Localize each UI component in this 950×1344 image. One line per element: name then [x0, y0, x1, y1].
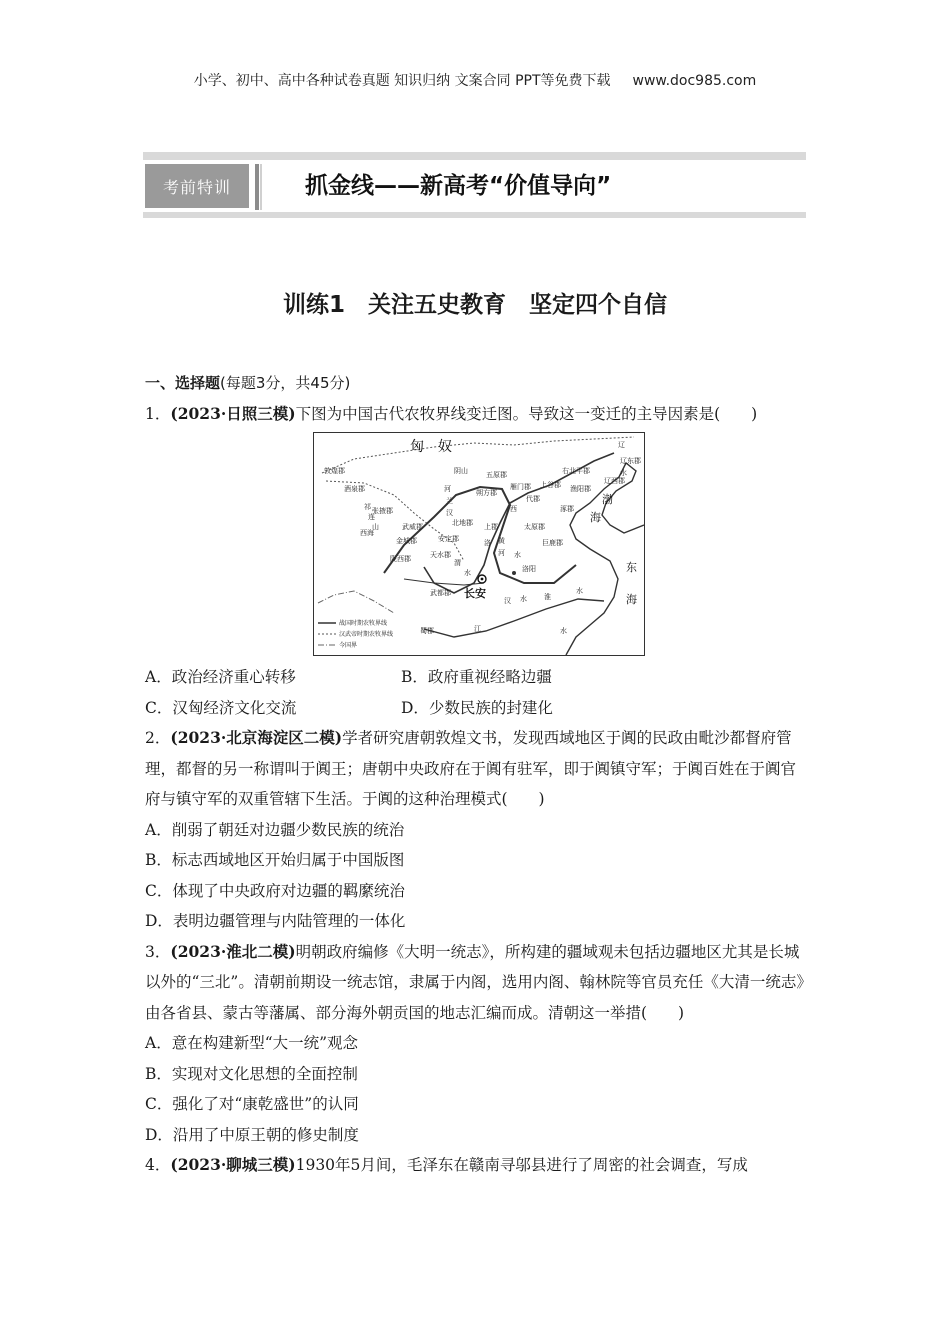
map-label: 太原郡: [524, 523, 545, 531]
banner-divider: [255, 164, 259, 210]
option-b[interactable]: B．实现对文化思想的全面控制: [145, 1064, 358, 1083]
map-label-donghai-hai: 海: [626, 593, 637, 606]
han-wudi-line-2: [326, 481, 464, 561]
question-3: [145, 937, 807, 1029]
banner-top-bar: [143, 152, 806, 160]
option-a[interactable]: A．政治经济重心转移: [145, 668, 296, 686]
map-label: 洛阳: [522, 565, 536, 573]
map-label: 山: [372, 523, 379, 531]
yangtze-river: [424, 599, 604, 637]
map-label: 黄: [498, 537, 505, 545]
map-label: 渭: [454, 559, 461, 567]
map-label-bohai-hai: 海: [590, 511, 601, 524]
map-label: 西海: [360, 529, 374, 537]
map-label: 西: [510, 505, 517, 513]
option-d[interactable]: D．沿用了中原王朝的修史制度: [145, 1125, 359, 1144]
map-label: 连: [368, 513, 375, 521]
section-note: (每题3分，共45分): [220, 374, 351, 392]
map-label: 淮: [544, 593, 551, 601]
farming-pastoral-boundary-map: [313, 432, 645, 656]
question-stem: 明朝政府编修《大明一统志》，所构建的疆域观未包括边疆地区尤其是长城以外的“三北”。清朝前期设一统志馆，隶属于内阁，选用内阁、翰林院等官员充任《大清一统志》由各省县、蒙古等藩属、部分海外朝贡国的地志汇编而成。清朝这一举措( ): [145, 942, 805, 1022]
banner-title: 抓金线——新高考“价值导向”: [305, 173, 612, 199]
map-label: 五原郡: [486, 471, 507, 479]
map-label: 金城郡: [396, 537, 417, 545]
page-title: 训练1 关注五史教育 坚定四个自信: [282, 292, 667, 318]
map-label: 汉: [446, 509, 453, 517]
question-source: (2023·日照三模): [170, 403, 296, 423]
option-a[interactable]: A．意在构建新型“大一统”观念: [145, 1034, 359, 1052]
option-d[interactable]: D．表明边疆管理与内陆管理的一体化: [145, 912, 406, 930]
map-label: 敦煌郡: [324, 467, 345, 475]
map-legend: [318, 619, 393, 649]
map-label: 渔阳郡: [570, 485, 591, 493]
section-banner: [143, 152, 806, 220]
map-label: 水: [560, 627, 567, 635]
map-label: 涿郡: [560, 505, 574, 513]
map-label: 水: [520, 595, 527, 603]
question-number: 4．: [145, 1156, 171, 1174]
option-b[interactable]: B．标志西域地区开始归属于中国版图: [145, 851, 405, 869]
question-2: [145, 723, 807, 815]
map-label-bohai: 渤: [602, 493, 613, 506]
option-c[interactable]: C．体现了中央政府对边疆的羁縻统治: [145, 881, 405, 900]
map-label: 阴山: [454, 467, 468, 475]
map-label: 右北平郡: [562, 467, 590, 475]
section-heading: [145, 368, 807, 399]
header-promo: 小学、初中、高中各种试卷真题 知识归纳 文案合同 PPT等免费下载: [193, 73, 611, 89]
map-label: 酒泉郡: [344, 485, 365, 493]
question-source: (2023·北京海淀区二模): [170, 728, 343, 747]
option-a[interactable]: A．削弱了朝廷对边疆少数民族的统治: [145, 820, 405, 839]
option-d[interactable]: D．少数民族的封建化: [401, 698, 553, 717]
question-number: 1．: [145, 404, 171, 423]
map-label: 辽西郡: [604, 477, 625, 485]
map-label: 雁门郡: [510, 483, 531, 491]
wei-river: [404, 579, 484, 585]
map-label: 蜀郡: [420, 627, 434, 635]
legend-item: 汉武帝时期农牧界线: [339, 631, 394, 638]
map-label: 江: [474, 625, 481, 633]
map-label: 安定郡: [438, 535, 459, 543]
page-header: [0, 70, 950, 90]
map-label: 上谷郡: [540, 481, 561, 489]
question-content: [145, 368, 807, 1181]
map-label: 朔方郡: [476, 489, 497, 497]
question-stem: 下图为中国古代农牧界线变迁图。导致这一变迁的主导因素是( ): [295, 404, 758, 423]
banner-tag: 考前特训: [145, 164, 249, 208]
section-label: 一、选择题: [145, 374, 221, 392]
map-label: 武都郡: [430, 589, 451, 597]
header-url[interactable]: www.doc985.com: [632, 73, 757, 89]
map-label: 水: [514, 551, 521, 559]
map-label: 张掖郡: [372, 507, 393, 515]
map-label: 巨鹿郡: [542, 539, 563, 547]
map-label: 代郡: [526, 495, 540, 503]
map-label: 陇西郡: [390, 555, 411, 563]
question-source: (2023·聊城三模): [170, 1155, 296, 1174]
question-4: [145, 1150, 807, 1181]
option-c[interactable]: C．强化了对“康乾盛世”的认同: [145, 1095, 359, 1113]
map-label: 武威郡: [402, 523, 423, 531]
banner-bottom-bar: [143, 212, 806, 218]
map-label: 天水郡: [430, 551, 451, 559]
option-row: [145, 693, 807, 724]
banner-divider-light: [260, 164, 262, 210]
map-label: 上郡: [484, 523, 498, 531]
map-label: 洛: [484, 539, 491, 547]
modern-border: [318, 591, 394, 613]
question-number: 2．: [145, 729, 171, 747]
option-row: [145, 662, 807, 693]
question-number: 3．: [145, 942, 171, 961]
map-label: 水: [464, 569, 471, 577]
map-label: 水: [620, 469, 627, 477]
yellow-river: [384, 487, 576, 583]
legend-item: 战国时期农牧界线: [339, 620, 388, 627]
map-label: 祁: [364, 503, 371, 511]
map-label: 兰: [446, 497, 453, 505]
question-source: (2023·淮北二模): [170, 941, 296, 961]
question-stem: 学者研究唐朝敦煌文书，发现西域地区于阗的民政由毗沙都督府管理，都督的另一称谓叫于阗王；唐朝中央政府在于阗有驻军，即于阗镇守军；于阗百姓在于阗官府与镇守军的双重管辖下生活。于阗的这种治理模式( ): [145, 729, 797, 808]
map-label-donghai: 东: [626, 561, 637, 574]
map-label-xiongnu: 匈 奴: [410, 439, 452, 455]
question-stem: 1930年5月间，毛泽东在赣南寻邬县进行了周密的社会调查，写成: [295, 1156, 748, 1174]
map-label: 河: [444, 485, 451, 493]
map-label-changan: 长安: [464, 587, 486, 600]
question-1: [145, 399, 807, 430]
map-label: 辽: [618, 441, 625, 449]
map-label: 汉: [504, 597, 511, 605]
map-label: 北地郡: [452, 519, 473, 527]
map-label: 辽东郡: [620, 457, 641, 465]
option-c[interactable]: C．汉匈经济文化交流: [145, 698, 297, 717]
option-b[interactable]: B．政府重视经略边疆: [401, 668, 552, 686]
map-label: 水: [576, 587, 583, 595]
map-label: 河: [498, 549, 505, 557]
legend-item: 今国界: [339, 642, 358, 649]
